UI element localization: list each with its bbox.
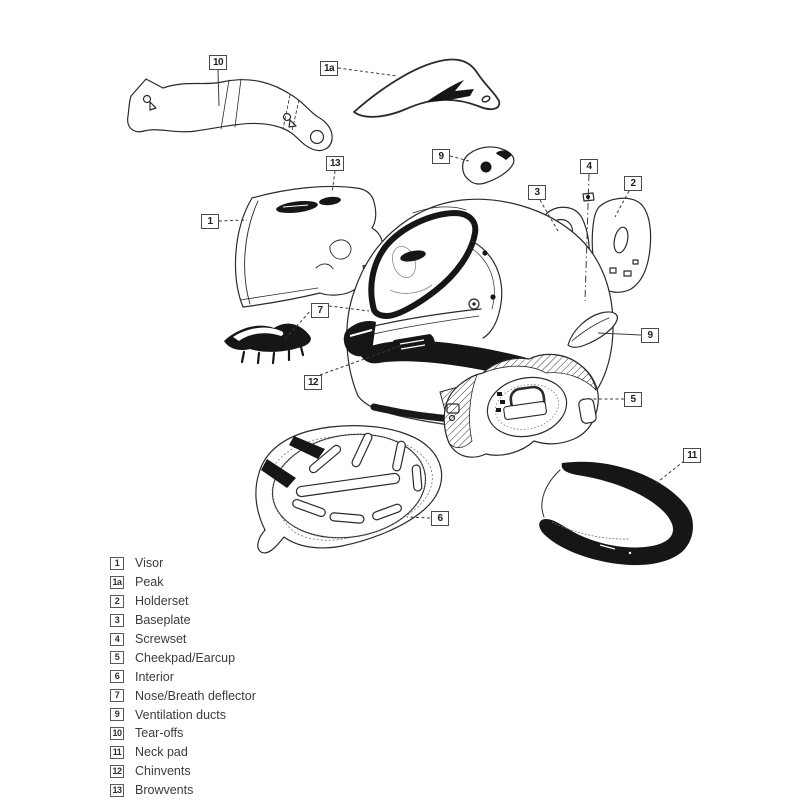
- callout-visor: 1: [201, 214, 219, 229]
- legend-item-cheekpad: [110, 648, 256, 667]
- legend-item-tear-offs: [110, 724, 256, 743]
- legend-label: Neck pad: [135, 745, 188, 760]
- legend-item-baseplate: [110, 611, 256, 630]
- callout-browvents: 13: [326, 156, 344, 171]
- legend-label: Visor: [135, 556, 164, 571]
- callout-interior: 6: [431, 511, 449, 526]
- legend-label: Tear-offs: [135, 726, 184, 741]
- legend-item-visor: [110, 554, 256, 573]
- tear-off-strip-part: [128, 79, 332, 151]
- legend-item-neck-pad: [110, 743, 256, 762]
- parts-legend: [110, 554, 256, 800]
- callout-neck-pad: 11: [683, 448, 701, 463]
- callout-cheekpad: 5: [624, 392, 642, 407]
- callout-screwset: 4: [580, 159, 598, 174]
- legend-label: Ventilation ducts: [135, 707, 227, 722]
- legend-num-box: 4: [110, 633, 124, 646]
- legend-label: Peak: [135, 575, 164, 590]
- legend-label: Nose/Breath deflector: [135, 688, 256, 703]
- legend-num-box: 1: [110, 557, 124, 570]
- neck-pad-part: [539, 462, 693, 565]
- legend-item-nose-deflector: [110, 686, 256, 705]
- legend-item-screwset: [110, 630, 256, 649]
- legend-num-box: 9: [110, 708, 124, 721]
- interior-liner-part: [256, 424, 442, 553]
- legend-label: Cheekpad/Earcup: [135, 650, 236, 665]
- legend-num-box: 2: [110, 595, 124, 608]
- legend-num-box: 13: [110, 784, 124, 797]
- legend-label: Holderset: [135, 594, 189, 609]
- legend-label: Interior: [135, 669, 174, 684]
- legend-num-box: 5: [110, 651, 124, 664]
- callout-peak: 1a: [320, 61, 338, 76]
- legend-num-box: 6: [110, 670, 124, 683]
- callout-vent-duct-side: 9: [641, 328, 659, 343]
- legend-item-holderset: [110, 592, 256, 611]
- legend-num-box: 11: [110, 746, 124, 759]
- legend-num-box: 12: [110, 765, 124, 778]
- legend-item-interior: [110, 667, 256, 686]
- nose-breath-deflector-part: [224, 324, 311, 363]
- callout-holderset: 2: [624, 176, 642, 191]
- legend-label: Baseplate: [135, 613, 191, 628]
- legend-num-box: 7: [110, 689, 124, 702]
- legend-label: Browvents: [135, 783, 194, 798]
- ventilation-duct-top-part: [463, 147, 514, 184]
- legend-num-box: 1a: [110, 576, 124, 589]
- peak-part: [354, 59, 499, 116]
- legend-num-box: 3: [110, 614, 124, 627]
- leader-neck-pad: [654, 461, 684, 485]
- callout-vent-duct-top: 9: [432, 149, 450, 164]
- callout-nose-deflector: 7: [311, 303, 329, 318]
- callout-baseplate: 3: [528, 185, 546, 200]
- legend-item-ventilation-ducts: [110, 705, 256, 724]
- leader-peak: [338, 68, 397, 76]
- legend-num-box: 10: [110, 727, 124, 740]
- legend-item-chinvents: [110, 762, 256, 781]
- callout-tear-offs: 10: [209, 55, 227, 70]
- callout-chinvents: 12: [304, 375, 322, 390]
- legend-label: Screwset: [135, 632, 187, 646]
- legend-label: Chinvents: [135, 764, 191, 779]
- legend-item-peak: [110, 573, 256, 592]
- legend-item-browvents: [110, 781, 256, 800]
